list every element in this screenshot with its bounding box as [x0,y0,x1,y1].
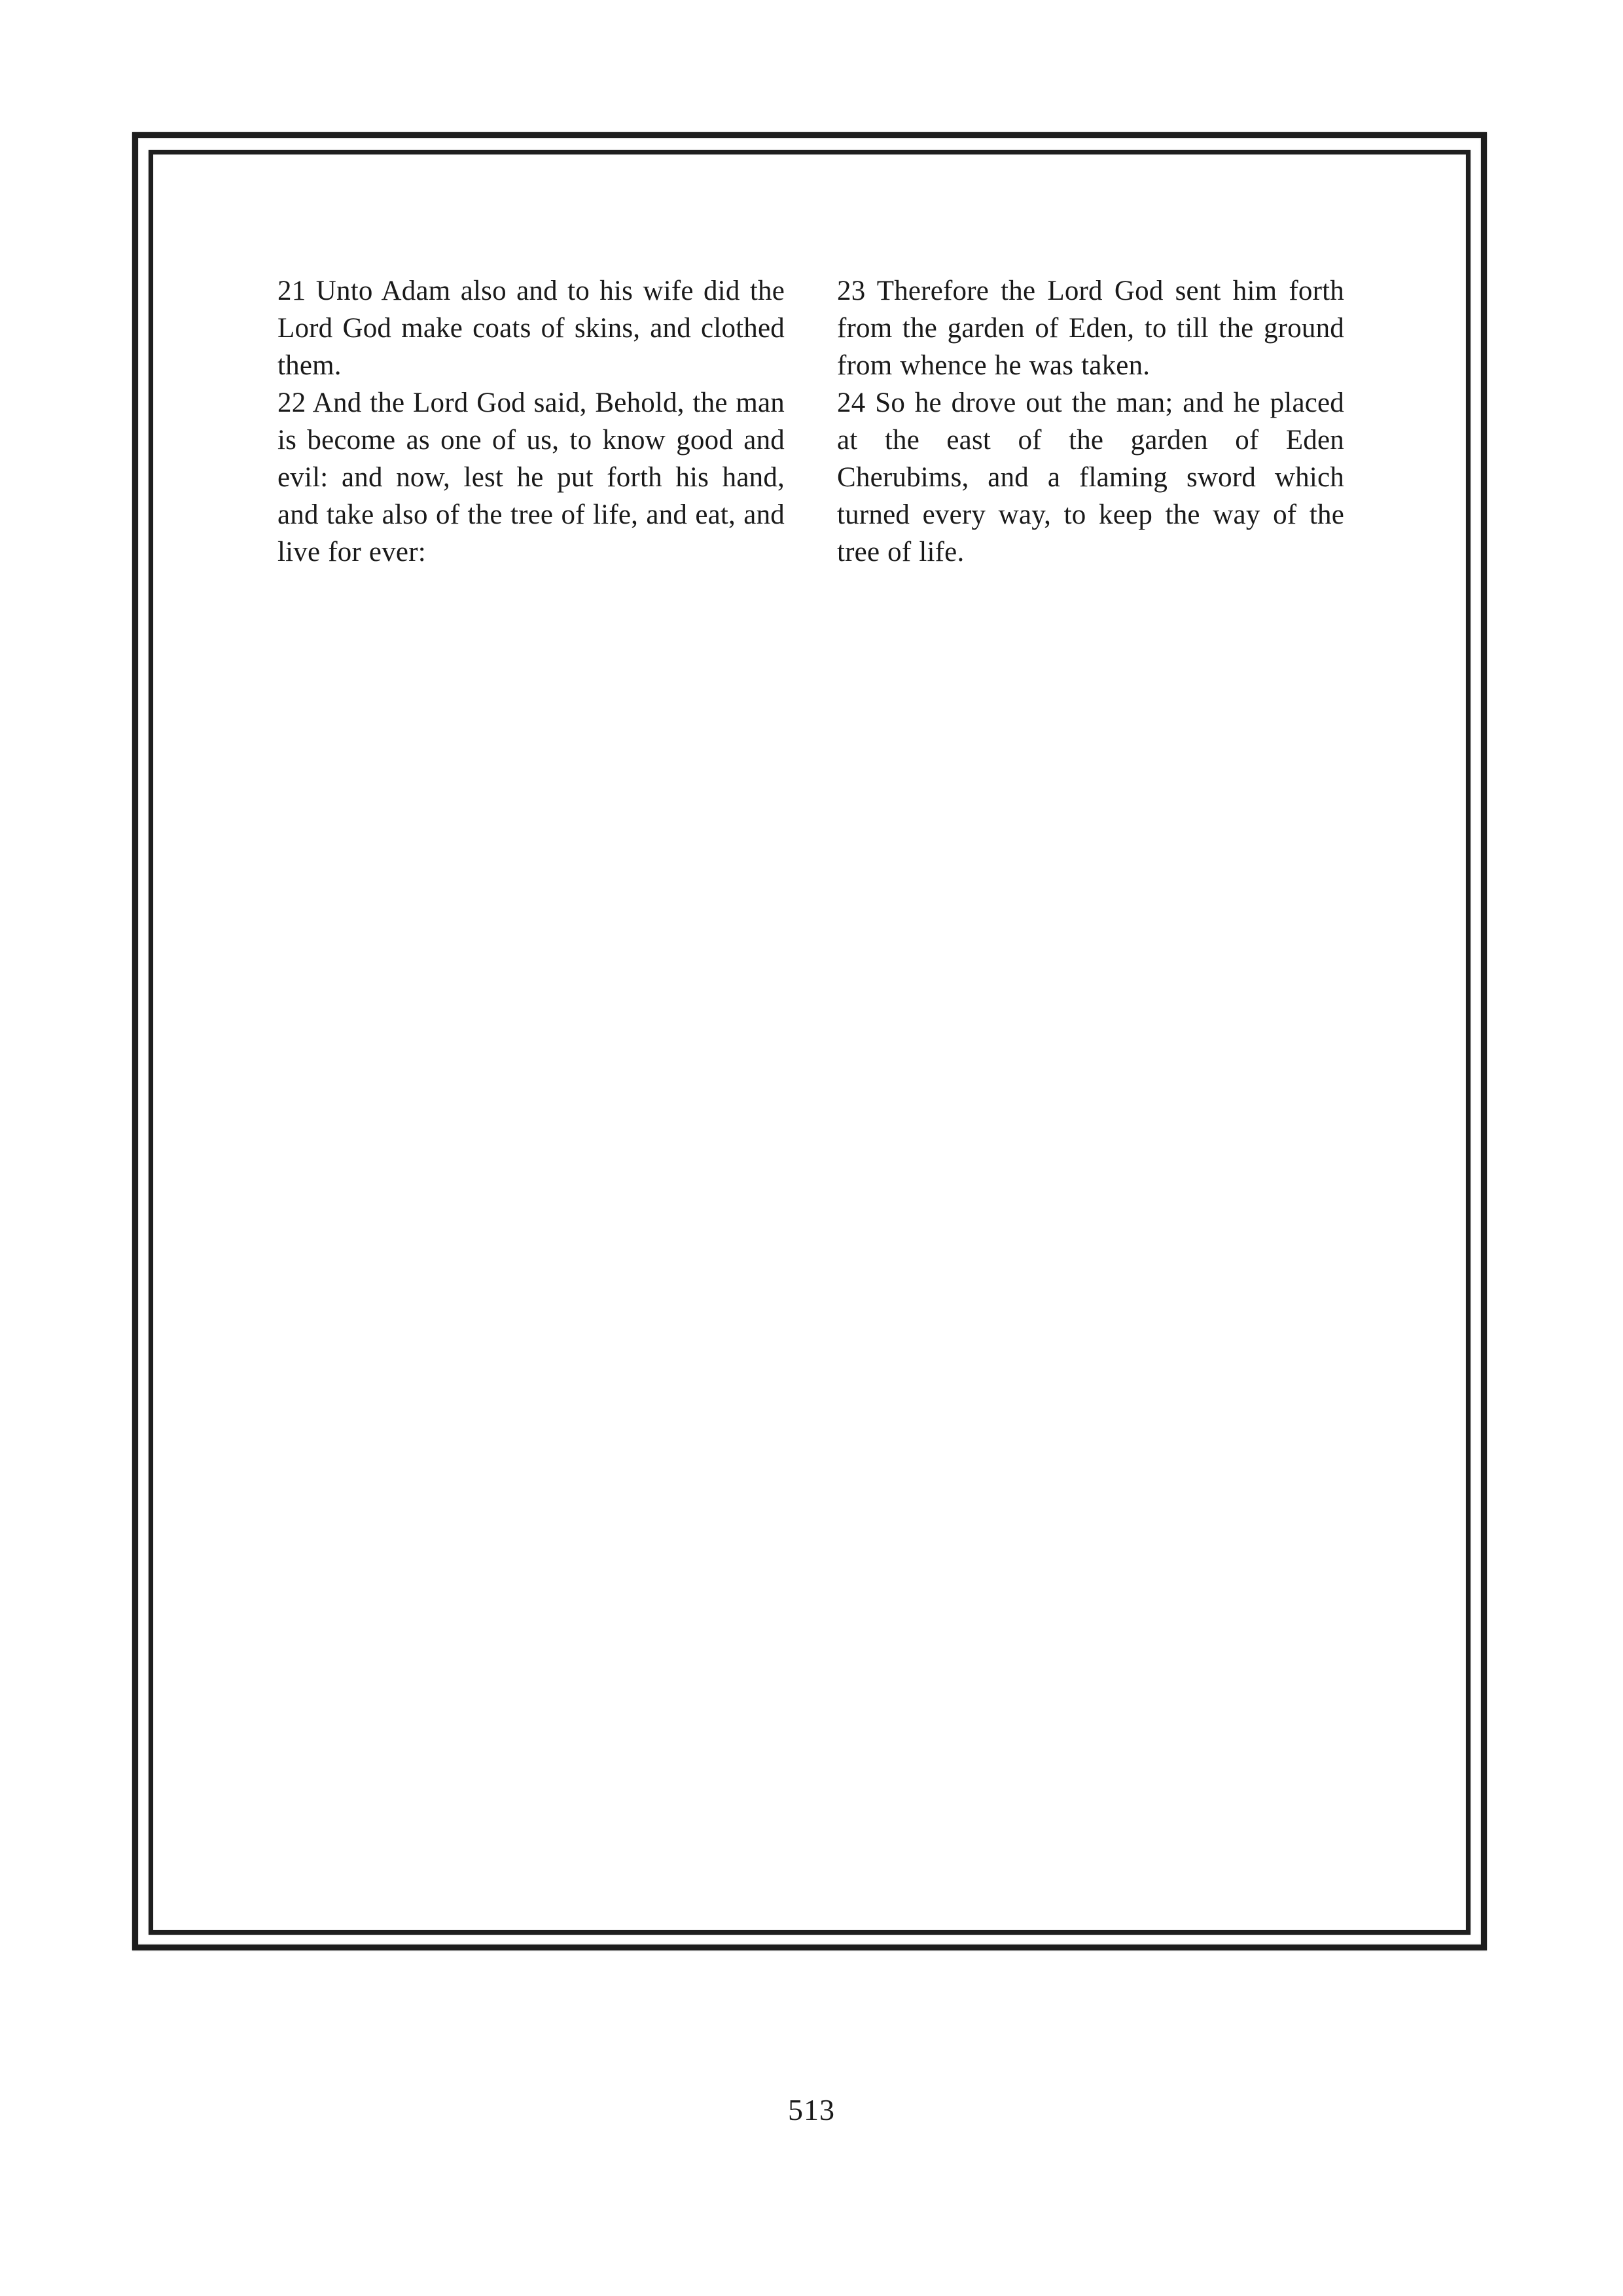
verse-23: 23 Therefore the Lord God sent him forth from the garden of Eden, to till the ground from whence he was taken. [837,276,1344,381]
text-column-right [837,272,1344,571]
verse-24: 24 So he drove out the man; and he placed at the east of the garden of Eden Cherubims, and a flaming sword which turned every way, to keep the way of the tree of life. [837,387,1344,567]
page-number: 513 [788,2093,835,2126]
verse-22: 22 And the Lord God said, Behold, the man is become as one of us, to know good and evil: and now, lest he put forth his hand, and take also of the tree of life, and eat, and live for ever: [277,387,785,567]
scripture-text-block [277,272,1344,571]
text-column-left [277,272,785,571]
verse-21: 21 Unto Adam also and to his wife did the Lord God make coats of skins, and clothed them. [277,276,785,381]
